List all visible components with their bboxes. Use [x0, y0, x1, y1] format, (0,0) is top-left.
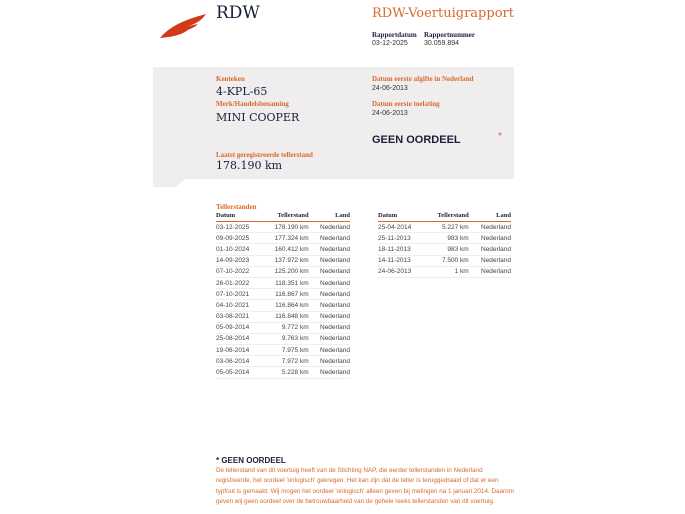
table-row [378, 244, 511, 255]
table-row [216, 222, 350, 233]
table-row [216, 311, 350, 322]
brand-name: RDW [216, 3, 260, 23]
col-tellerstand: Tellerstand [425, 211, 469, 222]
table-row [216, 367, 350, 378]
kenteken-label: Kenteken [216, 75, 245, 83]
panel-notch [153, 179, 185, 187]
afgifte-value: 24-06-2013 [372, 85, 408, 92]
cell-datum: 07-10-2021 [216, 289, 262, 300]
cell-datum: 14-11-2013 [378, 255, 425, 266]
cell-land: Nederland [309, 266, 350, 277]
table-row [378, 266, 511, 277]
cell-land: Nederland [309, 289, 350, 300]
cell-tellerstand: 137.972 km [262, 255, 309, 266]
cell-tellerstand: 7.500 km [425, 255, 469, 266]
cell-land: Nederland [309, 367, 350, 378]
cell-tellerstand: 983 km [425, 244, 469, 255]
cell-datum: 05-09-2014 [216, 322, 262, 333]
cell-tellerstand: 5.228 km [262, 367, 309, 378]
cell-datum: 25-11-2013 [378, 233, 425, 244]
table-row [216, 289, 350, 300]
cell-tellerstand: 177.324 km [262, 233, 309, 244]
asterisk-marker: * [498, 131, 502, 142]
cell-tellerstand: 983 km [425, 233, 469, 244]
tellerstanden-table-left [216, 211, 350, 379]
cell-land: Nederland [309, 345, 350, 356]
table-row [216, 322, 350, 333]
table-row [216, 345, 350, 356]
cell-tellerstand: 125.200 km [262, 266, 309, 277]
cell-tellerstand: 160.412 km [262, 244, 309, 255]
cell-datum: 05-05-2014 [216, 367, 262, 378]
cell-land: Nederland [309, 333, 350, 344]
cell-land: Nederland [309, 322, 350, 333]
tellerstanden-table-right [378, 211, 511, 278]
cell-land: Nederland [309, 255, 350, 266]
col-datum: Datum [216, 211, 262, 222]
laatst-label: Laatst geregistreerde tellerstand [216, 151, 313, 159]
cell-tellerstand: 116.848 km [262, 311, 309, 322]
rapportdatum-value: 03-12-2025 [372, 40, 408, 47]
cell-tellerstand: 9.772 km [262, 322, 309, 333]
table-row [378, 233, 511, 244]
col-land: Land [469, 211, 511, 222]
cell-tellerstand: 7.975 km [262, 345, 309, 356]
cell-datum: 07-10-2022 [216, 266, 262, 277]
cell-datum: 18-11-2013 [378, 244, 425, 255]
cell-land: Nederland [469, 222, 511, 233]
rapportnummer-label: Rapportnummer [424, 31, 475, 39]
table-row [216, 333, 350, 344]
cell-datum: 24-06-2013 [378, 266, 425, 277]
cell-tellerstand: 178.190 km [262, 222, 309, 233]
cell-land: Nederland [469, 255, 511, 266]
col-datum: Datum [378, 211, 425, 222]
table-row [216, 356, 350, 367]
afgifte-label: Datum eerste afgifte in Nederland [372, 75, 474, 83]
rdw-logo-icon [158, 12, 208, 40]
table-row [216, 300, 350, 311]
table-row [378, 255, 511, 266]
cell-tellerstand: 5.227 km [425, 222, 469, 233]
table-row [378, 222, 511, 233]
rapportnummer-value: 30.059.894 [424, 40, 460, 47]
cell-tellerstand: 1 km [425, 266, 469, 277]
vehicle-panel [153, 67, 514, 179]
cell-datum: 01-10-2024 [216, 244, 262, 255]
table-row [216, 266, 350, 277]
col-tellerstand: Tellerstand [262, 211, 309, 222]
oordeel-status: GEEN OORDEEL [372, 134, 461, 146]
footnote-title: * GEEN OORDEEL [216, 456, 286, 465]
cell-land: Nederland [309, 244, 350, 255]
cell-tellerstand: 116.864 km [262, 300, 309, 311]
cell-land: Nederland [469, 266, 511, 277]
table-row [216, 233, 350, 244]
tellerstanden-title: Tellerstanden [216, 203, 257, 211]
footnote-text: De tellerstand van dit voertuig heeft van de Stichting NAP, die eerder tellerstanden in Nederland registreerde, het oordeel 'onlogisch' gekregen. Het kan zijn dat de teller is teruggedraaid of dat er een typfout is gemaakt. Wij mogen het oordeel 'onlogisch' alleen geven bij metingen na 1 januari 2014. Daarom geven wij geen oordeel over de betrouwbaarheid van de gehele reeks tellerstanden van dit voertuig. [216, 467, 514, 506]
table-row [216, 255, 350, 266]
cell-datum: 03-06-2014 [216, 356, 262, 367]
cell-datum: 26-01-2022 [216, 277, 262, 288]
cell-land: Nederland [309, 233, 350, 244]
cell-datum: 14-09-2023 [216, 255, 262, 266]
cell-datum: 03-08-2021 [216, 311, 262, 322]
cell-tellerstand: 7.972 km [262, 356, 309, 367]
laatst-value: 178.190 km [216, 159, 283, 172]
merk-label: Merk/Handelsbenaming [216, 100, 289, 108]
cell-datum: 19-06-2014 [216, 345, 262, 356]
cell-datum: 03-12-2025 [216, 222, 262, 233]
cell-land: Nederland [309, 300, 350, 311]
merk-value: MINI COOPER [216, 111, 300, 124]
cell-datum: 04-10-2021 [216, 300, 262, 311]
col-land: Land [309, 211, 350, 222]
cell-land: Nederland [309, 277, 350, 288]
cell-land: Nederland [309, 311, 350, 322]
table-row [216, 244, 350, 255]
cell-tellerstand: 118.351 km [262, 277, 309, 288]
kenteken-value: 4-KPL-65 [216, 85, 268, 98]
cell-land: Nederland [309, 222, 350, 233]
report-title: RDW-Voertuigrapport [372, 6, 514, 21]
toelating-value: 24-06-2013 [372, 110, 408, 117]
toelating-label: Datum eerste toelating [372, 100, 440, 108]
cell-datum: 25-08-2014 [216, 333, 262, 344]
rapportdatum-label: Rapportdatum [372, 31, 417, 39]
cell-datum: 09-09-2025 [216, 233, 262, 244]
cell-datum: 25-04-2014 [378, 222, 425, 233]
cell-land: Nederland [469, 233, 511, 244]
cell-land: Nederland [469, 244, 511, 255]
cell-tellerstand: 9.763 km [262, 333, 309, 344]
cell-land: Nederland [309, 356, 350, 367]
cell-tellerstand: 116.867 km [262, 289, 309, 300]
table-row [216, 277, 350, 288]
